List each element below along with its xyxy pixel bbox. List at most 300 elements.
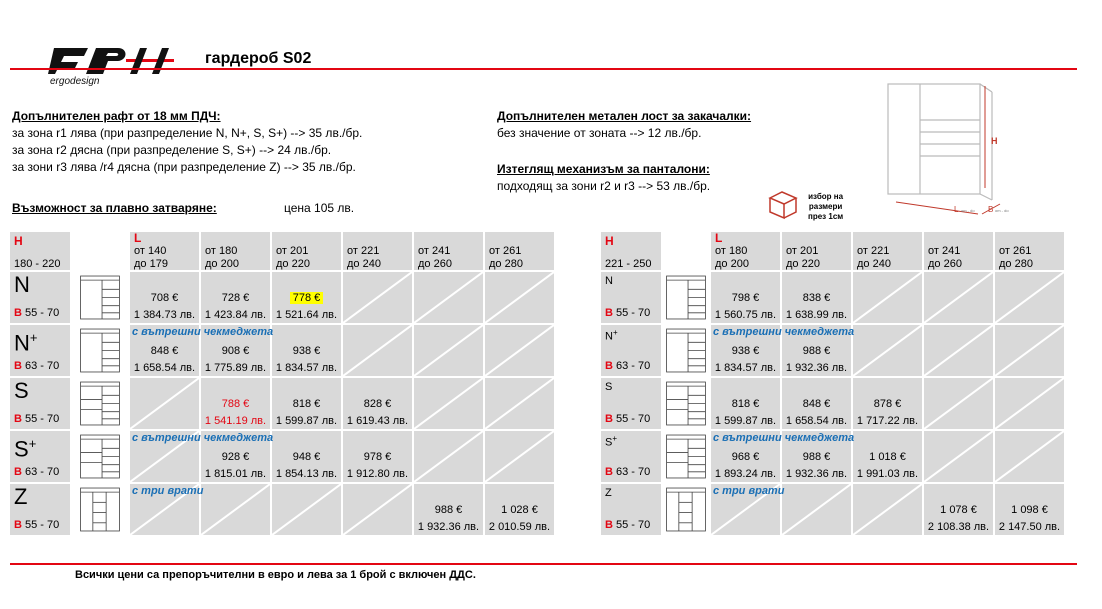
price-bgn: 1 893.24 лв. <box>714 468 777 480</box>
empty-cell-diagonal <box>995 431 1064 482</box>
column-header <box>343 232 412 270</box>
price-eur-value: 988 € <box>802 451 831 463</box>
box-dimension-icon <box>766 188 804 222</box>
row-label-cell <box>601 378 661 429</box>
price-eur-value: 978 € <box>363 451 392 463</box>
shelf-line: за зона r1 лява (при разпределение N, N+, S, S+) --> 35 лв./бр. <box>12 126 363 140</box>
empty-price-cell <box>995 325 1064 376</box>
price-eur-value: 848 € <box>150 345 179 357</box>
column-header <box>782 232 851 270</box>
pull-heading: Изтеглящ механизъм за панталони: <box>497 162 710 176</box>
price-eur <box>782 451 851 463</box>
depth-range <box>605 307 650 319</box>
layout-sup: + <box>29 330 38 345</box>
price-bgn: 1 384.73 лв. <box>133 309 196 321</box>
soft-close-heading: Възможност за плавно затваряне: <box>12 201 217 215</box>
empty-cell-diagonal <box>853 484 922 535</box>
depth-value: 55 - 70 <box>616 413 651 425</box>
range-to: до 280 <box>999 258 1033 270</box>
price-cell <box>272 431 341 482</box>
footer-note: Всички цени са препоръчителни в евро и лева за 1 брой с включен ДДС. <box>75 569 476 581</box>
row-label-cell <box>601 484 661 535</box>
price-eur-value: 1 018 € <box>869 451 906 463</box>
column-range <box>276 245 310 270</box>
column-header <box>711 232 780 270</box>
range-to: до 200 <box>715 258 749 270</box>
price-eur <box>853 451 922 463</box>
price-bgn: 1 854.13 лв. <box>275 468 338 480</box>
depth-label: B <box>14 413 22 425</box>
layout-code: S <box>605 436 613 449</box>
column-header <box>995 232 1064 270</box>
price-eur <box>201 292 270 304</box>
empty-cell-diagonal <box>485 431 554 482</box>
price-cell <box>853 431 922 482</box>
price-bgn: 1 599.87 лв. <box>275 415 338 427</box>
price-eur <box>711 398 780 410</box>
depth-value: 63 - 70 <box>616 466 651 478</box>
price-eur <box>130 345 199 357</box>
layout-code: S <box>14 436 29 462</box>
range-to: до 240 <box>857 258 891 270</box>
layout-icon-cell <box>663 431 709 482</box>
depth-value: 55 - 70 <box>25 413 60 425</box>
price-bgn: 1 815.01 лв. <box>204 468 267 480</box>
depth-label: B <box>14 466 22 478</box>
soft-close-price: цена 105 лв. <box>284 201 355 215</box>
svg-text:om - do: om - do <box>961 208 975 213</box>
empty-price-cell <box>995 431 1064 482</box>
range-from: от 261 <box>999 245 1032 257</box>
empty-cell-diagonal <box>414 378 483 429</box>
column-header <box>414 232 483 270</box>
price-cell <box>414 484 483 535</box>
price-bgn: 2 108.38 лв. <box>927 521 990 533</box>
range-from: от 241 <box>928 245 961 257</box>
drawers-note: с вътрешни чекмеджета <box>713 432 855 444</box>
empty-cell-diagonal <box>272 484 341 535</box>
layout-icon-cell <box>72 272 128 323</box>
rail-info <box>497 108 751 142</box>
svg-text:H: H <box>991 136 998 146</box>
height-label: H <box>605 234 614 248</box>
empty-price-cell <box>924 431 993 482</box>
layout-label <box>14 273 30 297</box>
empty-cell-diagonal <box>995 378 1064 429</box>
layout-icon-cell <box>663 484 709 535</box>
depth-range <box>14 360 59 372</box>
drawers-note: с вътрешни чекмеджета <box>132 326 274 338</box>
empty-price-cell <box>272 484 341 535</box>
price-cell <box>343 378 412 429</box>
price-eur-value: 848 € <box>802 398 831 410</box>
drawers-note: с вътрешни чекмеджета <box>713 326 855 338</box>
price-cell <box>272 272 341 323</box>
range-to: до 260 <box>418 258 452 270</box>
depth-label: B <box>605 360 613 372</box>
price-bgn: 1 658.54 лв. <box>133 362 196 374</box>
price-eur-value: 988 € <box>802 345 831 357</box>
depth-range <box>14 307 59 319</box>
empty-cell-diagonal <box>343 325 412 376</box>
column-range <box>205 245 239 270</box>
price-bgn: 1 834.57 лв. <box>714 362 777 374</box>
depth-value: 55 - 70 <box>616 519 651 531</box>
shelf-line: за зони r3 лява /r4 дясна (при разпределение Z) --> 35 лв./бр. <box>12 160 356 174</box>
wardrobe-layout-n-icon <box>665 275 707 320</box>
layout-icon-cell <box>72 431 128 482</box>
column-range <box>999 245 1033 270</box>
price-eur <box>272 292 341 304</box>
empty-cell-diagonal <box>485 325 554 376</box>
wardrobe-layout-s-icon <box>74 381 126 426</box>
price-cell <box>272 325 341 376</box>
price-eur <box>201 398 270 410</box>
layout-icon-cell <box>72 484 128 535</box>
depth-range <box>605 413 650 425</box>
row-label-cell <box>10 272 70 323</box>
layout-label <box>14 379 29 403</box>
price-cell <box>343 431 412 482</box>
height-range: 180 - 220 <box>14 258 61 270</box>
depth-label: B <box>605 519 613 531</box>
range-from: от 201 <box>276 245 309 257</box>
empty-price-cell <box>485 431 554 482</box>
layout-label <box>14 432 36 461</box>
range-from: от 180 <box>715 245 748 257</box>
range-from: от 180 <box>205 245 238 257</box>
price-eur <box>272 345 341 357</box>
empty-price-cell <box>853 272 922 323</box>
column-range <box>347 245 381 270</box>
layout-icon-cell <box>663 378 709 429</box>
rail-heading: Допълнителен метален лост за закачалки: <box>497 109 752 123</box>
svg-text:B: B <box>988 205 994 214</box>
wardrobe-diagram <box>878 80 1048 220</box>
empty-price-cell <box>485 325 554 376</box>
svg-text:L: L <box>954 205 959 214</box>
column-range <box>418 245 452 270</box>
price-bgn: 1 912.80 лв. <box>346 468 409 480</box>
page-title: гардероб S02 <box>205 50 312 67</box>
column-range <box>857 245 891 270</box>
price-eur <box>272 398 341 410</box>
layout-label <box>14 485 27 509</box>
column-header <box>272 232 341 270</box>
layout-label <box>605 434 617 449</box>
price-eur-value: 798 € <box>731 292 760 304</box>
price-eur <box>924 504 993 516</box>
wardrobe-layout-s-icon <box>665 434 707 479</box>
layout-code: S <box>605 381 613 393</box>
rail-line: без значение от зоната --> 12 лв./бр. <box>497 126 702 140</box>
column-header <box>485 232 554 270</box>
wardrobe-layout-z-icon <box>665 487 707 532</box>
depth-value: 55 - 70 <box>25 307 60 319</box>
shelf-info <box>12 108 362 176</box>
three-doors-note: с три врати <box>713 485 785 497</box>
price-cell <box>782 272 851 323</box>
price-eur-value: 828 € <box>363 398 392 410</box>
shelf-heading: Допълнителен рафт от 18 мм ПДЧ: <box>12 109 221 123</box>
price-eur-value: 988 € <box>434 504 463 516</box>
drawers-note: с вътрешни чекмеджета <box>132 432 274 444</box>
price-bgn: 1 834.57 лв. <box>275 362 338 374</box>
layout-label <box>605 328 618 343</box>
price-eur-value: 1 098 € <box>1011 504 1048 516</box>
empty-price-cell <box>414 378 483 429</box>
three-doors-note: с три врати <box>132 485 204 497</box>
price-eur-value: 928 € <box>221 451 250 463</box>
empty-price-cell <box>485 272 554 323</box>
price-eur-value: 818 € <box>292 398 321 410</box>
empty-price-cell <box>853 325 922 376</box>
layout-sup: + <box>612 328 618 337</box>
price-bgn: 1 638.99 лв. <box>785 309 848 321</box>
empty-price-cell <box>853 484 922 535</box>
column-range <box>715 245 749 270</box>
depth-range <box>14 413 59 425</box>
price-bgn: 1 658.54 лв. <box>785 415 848 427</box>
price-eur-value: 1 028 € <box>501 504 538 516</box>
shelf-line: за зона r2 дясна (при разпределение S, S+) --> 24 лв./бр. <box>12 143 332 157</box>
range-to: до 220 <box>276 258 310 270</box>
layout-sup: + <box>612 434 618 443</box>
empty-cell-diagonal <box>995 272 1064 323</box>
layout-icon-cell <box>72 378 128 429</box>
column-header <box>130 232 199 270</box>
svg-text:om - do: om - do <box>995 208 1009 213</box>
price-eur <box>782 345 851 357</box>
empty-cell-diagonal <box>924 378 993 429</box>
column-header <box>924 232 993 270</box>
empty-price-cell <box>414 431 483 482</box>
empty-cell-diagonal <box>924 431 993 482</box>
price-eur-value: 778 € <box>290 292 324 304</box>
row-label-cell <box>601 272 661 323</box>
empty-price-cell <box>343 484 412 535</box>
layout-icon-cell <box>663 272 709 323</box>
empty-price-cell <box>995 378 1064 429</box>
range-to: до 240 <box>347 258 381 270</box>
column-header <box>201 232 270 270</box>
price-eur-value: 818 € <box>731 398 760 410</box>
range-to: до 260 <box>928 258 962 270</box>
price-eur <box>853 398 922 410</box>
price-bgn: 1 541.19 лв. <box>204 415 267 427</box>
depth-value: 63 - 70 <box>25 360 60 372</box>
layout-label <box>605 487 612 499</box>
empty-cell-diagonal <box>853 325 922 376</box>
empty-cell-diagonal <box>201 484 270 535</box>
empty-cell-diagonal <box>343 272 412 323</box>
empty-price-cell <box>343 272 412 323</box>
layout-code: N <box>14 272 30 297</box>
layout-code: S <box>14 378 29 403</box>
empty-price-cell <box>130 378 199 429</box>
price-bgn: 1 423.84 лв. <box>204 309 267 321</box>
price-eur <box>711 345 780 357</box>
price-eur <box>782 398 851 410</box>
row-label-cell <box>10 431 70 482</box>
range-from: от 201 <box>786 245 819 257</box>
price-bgn: 2 010.59 лв. <box>488 521 551 533</box>
price-eur-value: 728 € <box>221 292 250 304</box>
range-from: от 261 <box>489 245 522 257</box>
column-range <box>134 245 168 270</box>
price-eur-value: 948 € <box>292 451 321 463</box>
layout-code: N <box>605 275 613 287</box>
empty-cell-diagonal <box>924 272 993 323</box>
price-bgn: 1 599.87 лв. <box>714 415 777 427</box>
height-label: H <box>14 234 23 248</box>
price-bgn: 2 147.50 лв. <box>998 521 1061 533</box>
layout-label <box>14 326 37 355</box>
length-label: L <box>134 232 142 245</box>
pull-line: подходящ за зони r2 и r3 --> 53 лв./бр. <box>497 179 711 193</box>
header-h-cell <box>601 232 661 270</box>
empty-cell-diagonal <box>414 325 483 376</box>
column-range <box>489 245 523 270</box>
depth-value: 63 - 70 <box>616 360 651 372</box>
row-label-cell <box>10 325 70 376</box>
empty-price-cell <box>924 325 993 376</box>
range-to: до 220 <box>786 258 820 270</box>
price-cell <box>853 378 922 429</box>
price-bgn: 1 521.64 лв. <box>275 309 338 321</box>
depth-label: B <box>605 307 613 319</box>
price-eur <box>201 451 270 463</box>
layout-code: Z <box>605 487 612 499</box>
depth-range <box>14 519 59 531</box>
price-cell <box>711 378 780 429</box>
price-bgn: 1 717.22 лв. <box>856 415 919 427</box>
empty-cell-diagonal <box>853 272 922 323</box>
price-eur-value: 788 € <box>221 398 250 410</box>
range-from: от 241 <box>418 245 451 257</box>
depth-value: 63 - 70 <box>25 466 60 478</box>
row-label-cell <box>10 484 70 535</box>
price-eur-value: 908 € <box>221 345 250 357</box>
price-cell <box>995 484 1064 535</box>
empty-price-cell <box>924 378 993 429</box>
range-from: от 140 <box>134 245 167 257</box>
wardrobe-layout-n-icon <box>665 328 707 373</box>
wardrobe-layout-z-icon <box>74 487 126 532</box>
depth-range <box>605 360 650 372</box>
column-range <box>928 245 962 270</box>
price-cell <box>711 272 780 323</box>
empty-price-cell <box>414 325 483 376</box>
layout-sup: + <box>28 436 37 451</box>
size-box-label: избор на размери през 1см <box>808 192 844 221</box>
price-bgn: 1 932.36 лв. <box>417 521 480 533</box>
price-bgn: 1 991.03 лв. <box>856 468 919 480</box>
wardrobe-layout-s-icon <box>74 434 126 479</box>
price-eur <box>995 504 1064 516</box>
row-label-cell <box>601 431 661 482</box>
empty-cell-diagonal <box>485 272 554 323</box>
depth-value: 55 - 70 <box>25 519 60 531</box>
depth-range <box>14 466 59 478</box>
price-cell <box>924 484 993 535</box>
wardrobe-layout-n-icon <box>74 275 126 320</box>
empty-price-cell <box>995 272 1064 323</box>
empty-cell-diagonal <box>485 378 554 429</box>
depth-label: B <box>605 413 613 425</box>
wardrobe-layout-n-icon <box>74 328 126 373</box>
price-bgn: 1 932.36 лв. <box>785 362 848 374</box>
price-bgn: 1 619.43 лв. <box>346 415 409 427</box>
price-bgn: 1 932.36 лв. <box>785 468 848 480</box>
empty-cell-diagonal <box>343 484 412 535</box>
price-eur <box>782 292 851 304</box>
depth-label: B <box>14 360 22 372</box>
layout-label <box>605 381 612 393</box>
range-to: до 200 <box>205 258 239 270</box>
depth-value: 55 - 70 <box>616 307 651 319</box>
price-eur-value: 708 € <box>150 292 179 304</box>
range-from: от 221 <box>347 245 380 257</box>
wardrobe-layout-s-icon <box>665 381 707 426</box>
footer-divider <box>10 563 1077 565</box>
depth-label: B <box>14 519 22 531</box>
empty-price-cell <box>782 484 851 535</box>
price-eur-value: 938 € <box>731 345 760 357</box>
depth-label: B <box>14 307 22 319</box>
layout-icon-cell <box>663 325 709 376</box>
empty-cell-diagonal <box>414 431 483 482</box>
price-eur <box>711 292 780 304</box>
price-eur-value: 1 078 € <box>940 504 977 516</box>
empty-cell-diagonal <box>414 272 483 323</box>
empty-cell-diagonal <box>130 378 199 429</box>
row-label-cell <box>601 325 661 376</box>
empty-price-cell <box>343 325 412 376</box>
empty-cell-diagonal <box>782 484 851 535</box>
layout-label <box>605 275 613 287</box>
price-eur-value: 878 € <box>873 398 902 410</box>
svg-text:ergodesign: ergodesign <box>50 76 100 86</box>
price-cell <box>782 378 851 429</box>
empty-cell-diagonal <box>995 325 1064 376</box>
price-cell <box>201 272 270 323</box>
price-cell <box>272 378 341 429</box>
empty-price-cell <box>414 272 483 323</box>
price-cell <box>485 484 554 535</box>
price-eur <box>130 292 199 304</box>
price-eur <box>343 398 412 410</box>
header-h-cell <box>10 232 70 270</box>
layout-code: N <box>605 330 613 343</box>
empty-price-cell <box>485 378 554 429</box>
layout-code: Z <box>14 484 28 509</box>
empty-cell-diagonal <box>924 325 993 376</box>
price-eur <box>272 451 341 463</box>
depth-label: B <box>605 466 613 478</box>
column-range <box>786 245 820 270</box>
pull-info <box>497 161 710 195</box>
price-eur <box>201 345 270 357</box>
range-to: до 179 <box>134 258 168 270</box>
price-eur <box>711 451 780 463</box>
empty-price-cell <box>924 272 993 323</box>
row-label-cell <box>10 378 70 429</box>
length-label: L <box>715 232 723 245</box>
price-eur-value: 838 € <box>802 292 831 304</box>
price-eur-value: 968 € <box>731 451 760 463</box>
column-header <box>853 232 922 270</box>
